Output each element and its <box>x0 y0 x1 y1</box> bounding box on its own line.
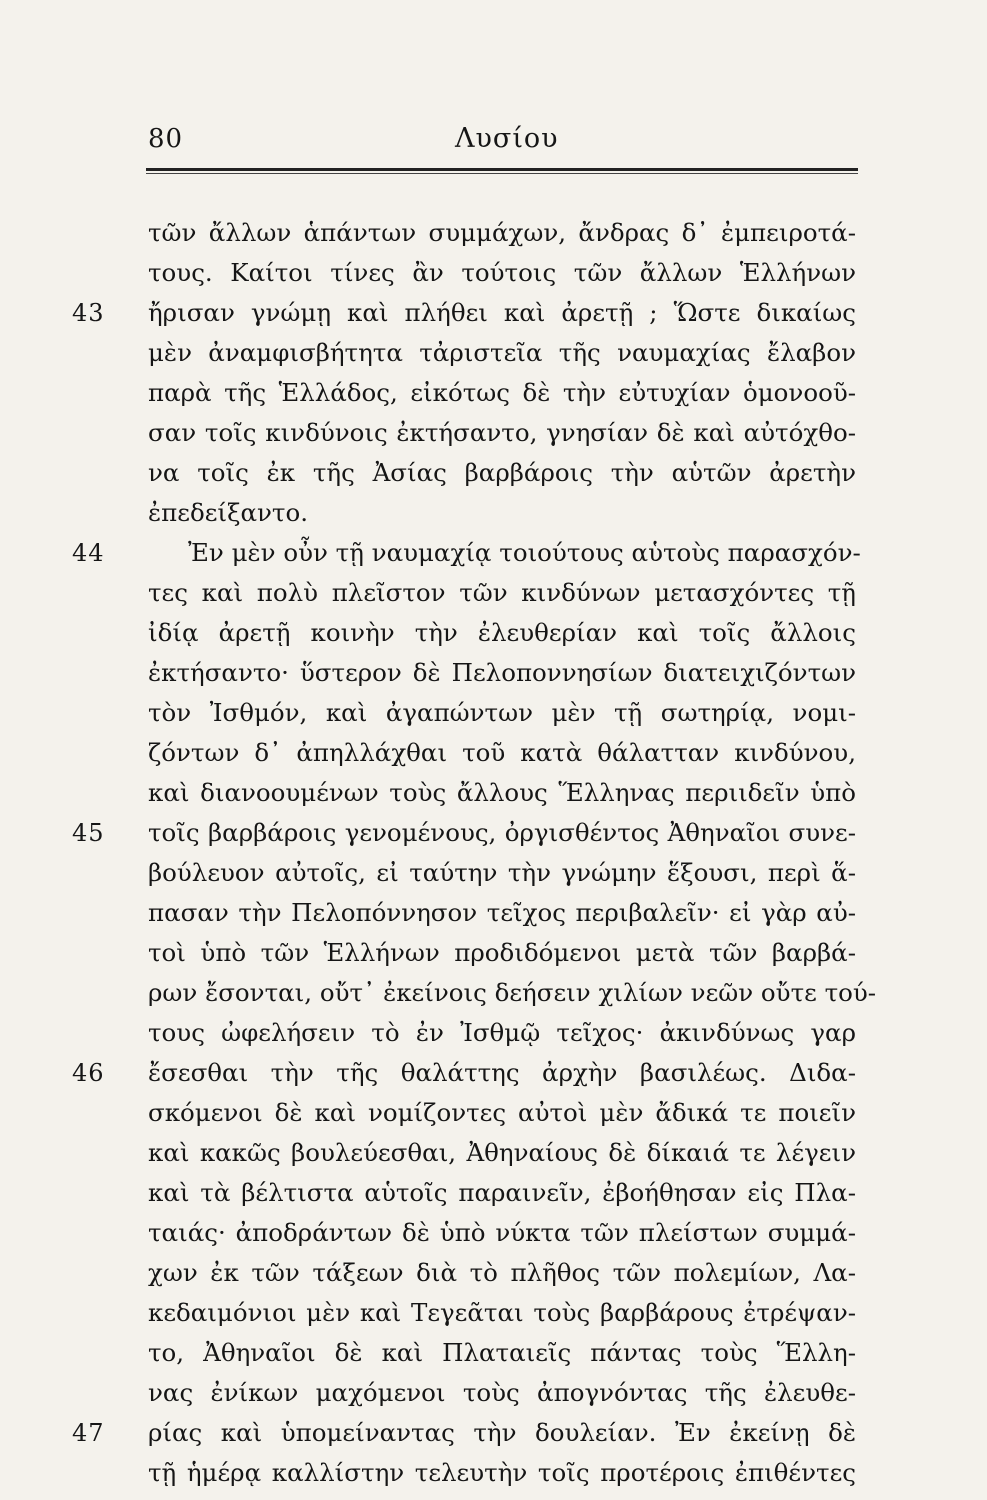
text-line <box>148 1133 856 1173</box>
line-text: τοῖς βαρβάροις γενομένους, ὀργισθέντος Ἀθηναῖοι συνε- <box>148 818 856 847</box>
line-text: ρίας καὶ ὑπομείναντας τὴν δουλείαν. Ἐν ἐκείνῃ δὲ <box>148 1418 856 1447</box>
text-line <box>148 373 856 413</box>
text-line <box>148 733 856 773</box>
text-line <box>148 973 877 1013</box>
line-text: ἐπεδείξαντο. <box>148 498 309 527</box>
text-line <box>148 693 856 733</box>
line-text: ἤρισαν γνώμῃ καὶ πλήθει καὶ ἀρετῇ ; Ὥστε δικαίως <box>148 298 856 327</box>
line-text: τους. Καίτοι τίνες ἂν τούτοις τῶν ἄλλων Ἑλλήνων <box>148 258 856 287</box>
section-number: 45 <box>72 819 105 847</box>
line-text: τῇ ἡμέρᾳ καλλίστην τελευτὴν τοῖς προτέροις ἐπιθέντες <box>148 1458 856 1487</box>
line-text: ἔσεσθαι τὴν τῆς θαλάττης ἀρχὴν βασιλέως. Διδα- <box>148 1058 856 1087</box>
line-text: τοὶ ὑπὸ τῶν Ἑλλήνων προδιδόμενοι μετὰ τῶν βαρβά- <box>148 938 856 967</box>
text-line <box>148 1213 856 1253</box>
text-line <box>148 333 856 373</box>
line-text: χων ἐκ τῶν τάξεων διὰ τὸ πλῆθος τῶν πολεμίων, Λα- <box>148 1258 856 1287</box>
line-text: σαν τοῖς κινδύνοις ἐκτήσαντο, γνησίαν δὲ καὶ αὐτόχθο- <box>148 418 856 447</box>
text-line <box>148 933 856 973</box>
line-text: καὶ διανοουμένων τοὺς ἄλλους Ἕλληνας περιιδεῖν ὑπὸ <box>148 778 856 807</box>
running-head-title: Λυσίου <box>455 123 559 154</box>
line-text: παρὰ τῆς Ἑλλάδος, εἰκότως δὲ τὴν εὐτυχίαν ὁμονοοῦ- <box>148 378 856 407</box>
line-text: το, Ἀθηναῖοι δὲ καὶ Πλαταιεῖς πάντας τοὺς Ἕλλη- <box>148 1338 856 1367</box>
line-text: κεδαιμόνιοι μὲν καὶ Τεγεᾶται τοὺς βαρβάρους ἐτρέψαν- <box>148 1298 856 1327</box>
page-number: 80 <box>148 124 184 154</box>
text-line <box>148 253 856 293</box>
line-text: ρων ἔσονται, οὔτ᾽ ἐκείνοις δεήσειν χιλίων νεῶν οὔτε τού- <box>148 978 877 1007</box>
line-text: πασαν τὴν Πελοπόννησον τεῖχος περιβαλεῖν· εἰ γὰρ αὐ- <box>148 898 856 927</box>
line-text: μὲν ἀναμφισβήτητα τἀριστεῖα τῆς ναυμαχίας ἔλαβον <box>148 338 856 367</box>
line-text: τες καὶ πολὺ πλεῖστον τῶν κινδύνων μετασχόντες τῇ <box>148 578 856 607</box>
line-text: τους ὠφελήσειν τὸ ἐν Ἰσθμῷ τεῖχος· ἀκινδύνως γαρ <box>148 1018 856 1047</box>
text-line <box>148 1373 856 1413</box>
text-line <box>148 1173 856 1213</box>
line-text: να τοῖς ἐκ τῆς Ἀσίας βαρβάροις τὴν αὑτῶν ἀρετὴν <box>148 458 856 487</box>
line-text: τὸν Ἰσθμόν, καὶ ἀγαπώντων μὲν τῇ σωτηρίᾳ, νομι- <box>148 698 856 727</box>
text-line <box>148 853 856 893</box>
text-line <box>72 533 861 573</box>
line-text: βούλευον αὐτοῖς, εἰ ταύτην τὴν γνώμην ἕξουσι, περὶ ἅ- <box>148 858 856 887</box>
header-rule <box>146 168 858 171</box>
text-line <box>148 893 856 933</box>
text-line <box>72 1413 856 1453</box>
text-line <box>148 213 856 253</box>
section-number: 44 <box>72 539 105 567</box>
text-line <box>148 1293 856 1333</box>
line-text: καὶ κακῶς βουλεύεσθαι, Ἀθηναίους δὲ δίκαιά τε λέγειν <box>148 1138 856 1167</box>
line-text: Ἐν μὲν οὖν τῇ ναυμαχίᾳ τοιούτους αὑτοὺς παρασχόν- <box>188 538 861 567</box>
text-line <box>148 1453 856 1493</box>
text-line <box>148 653 856 693</box>
line-text: τῶν ἄλλων ἁπάντων συμμάχων, ἄνδρας δ᾽ ἐμπειροτά- <box>148 218 856 247</box>
text-line <box>72 813 856 853</box>
line-text: ταιάς· ἀποδράντων δὲ ὑπὸ νύκτα τῶν πλείστων συμμά- <box>148 1218 856 1247</box>
text-line <box>148 413 856 453</box>
text-line <box>148 573 856 613</box>
section-number: 43 <box>72 299 105 327</box>
text-line <box>148 493 856 533</box>
text-line <box>72 293 856 333</box>
line-text: καὶ τὰ βέλτιστα αὑτοῖς παραινεῖν, ἐβοήθησαν εἰς Πλα- <box>148 1178 856 1207</box>
text-line <box>148 453 856 493</box>
text-line <box>148 1093 856 1133</box>
body-text <box>72 213 877 1493</box>
text-line <box>72 1053 856 1093</box>
line-text: ἐκτήσαντο· ὕστερον δὲ Πελοποννησίων διατειχιζόντων <box>148 658 856 687</box>
text-line <box>148 1013 856 1053</box>
text-line <box>148 613 856 653</box>
section-number: 47 <box>72 1419 105 1447</box>
line-text: ἰδίᾳ ἀρετῇ κοινὴν τὴν ἐλευθερίαν καὶ τοῖς ἄλλοις <box>148 618 856 647</box>
header-rule-thin <box>146 173 858 174</box>
text-line <box>148 773 856 813</box>
line-text: σκόμενοι δὲ καὶ νομίζοντες αὐτοὶ μὲν ἄδικά τε ποιεῖν <box>148 1098 856 1127</box>
line-text: ζόντων δ᾽ ἀπηλλάχθαι τοῦ κατὰ θάλατταν κινδύνου, <box>148 738 856 767</box>
text-line <box>148 1333 856 1373</box>
section-number: 46 <box>72 1059 105 1087</box>
line-text: νας ἐνίκων μαχόμενοι τοὺς ἀπογνόντας τῆς ἐλευθε- <box>148 1378 856 1407</box>
text-line <box>148 1253 856 1293</box>
